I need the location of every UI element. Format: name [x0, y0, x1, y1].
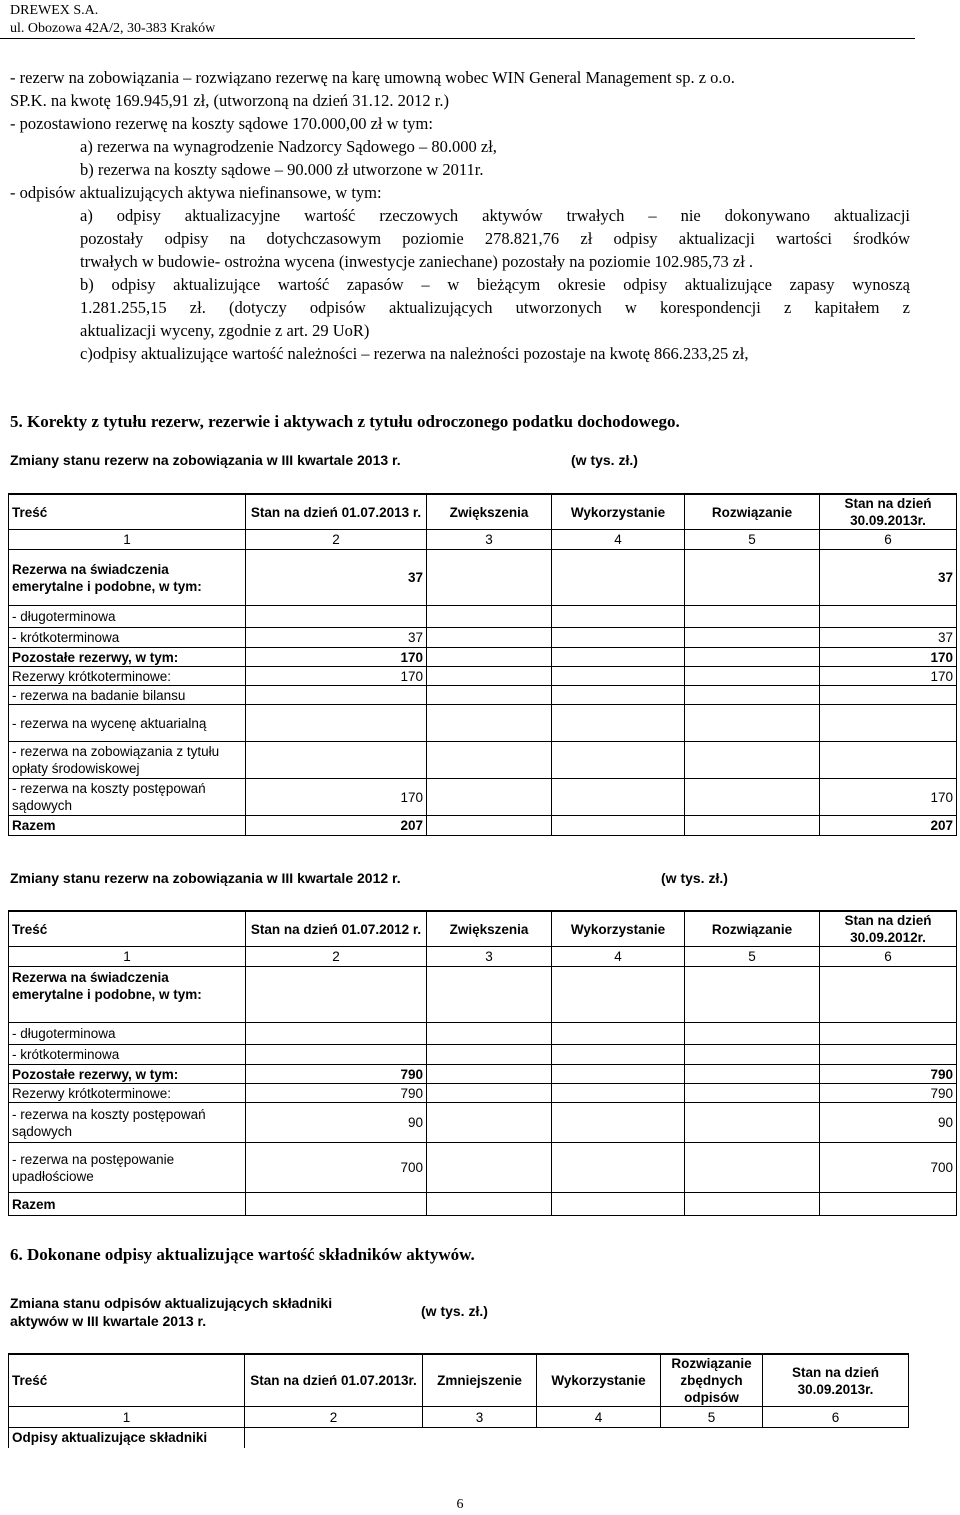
- row-label: Razem: [9, 816, 246, 836]
- col-number: 3: [427, 530, 552, 550]
- col-number: 3: [423, 1407, 537, 1428]
- cell-released: [685, 648, 820, 667]
- cell-closing: 170: [820, 648, 957, 667]
- cell-opening: 37: [246, 628, 427, 648]
- section-5-title: 5. Korekty z tytułu rezerw, rezerwie i aktywach z tytułu odroczonego podatku dochodowego.: [10, 412, 680, 431]
- col-number: 4: [537, 1407, 661, 1428]
- cell-released: [685, 779, 820, 816]
- table-row: [9, 1084, 957, 1103]
- paragraph-write-downs-c: c)odpisy aktualizujące wartość należności – rezerwa na należności pozostaje na kwotę 866.233,25 zł,: [80, 344, 749, 363]
- cell-opening: 207: [246, 816, 427, 836]
- table-row-total: [9, 816, 957, 836]
- cell-increases: [427, 967, 552, 1023]
- cell-increases: [427, 550, 552, 606]
- cell-increases: [427, 686, 552, 705]
- row-label: - rezerwa na koszty postępowań sądowych: [9, 779, 246, 816]
- paragraph-reserve-release-line2: SP.K. na kwotę 169.945,91 zł, (utworzoną na dzień 31.12. 2012 r.): [10, 91, 450, 110]
- table-row: [9, 686, 957, 705]
- col-number: 1: [9, 947, 246, 967]
- cell-increases: [427, 1045, 552, 1065]
- cell-closing: 790: [820, 1065, 957, 1084]
- cell-increases: [427, 1103, 552, 1143]
- col-number: 6: [763, 1407, 909, 1428]
- cell-released: [685, 705, 820, 742]
- row-label: - rezerwa na postępowanie upadłościowe: [9, 1143, 246, 1193]
- col-number: 2: [246, 947, 427, 967]
- cell-closing: [820, 1045, 957, 1065]
- row-label: Razem: [9, 1193, 246, 1216]
- header-opening-balance: Stan na dzień 01.07.2012 r.: [246, 911, 427, 947]
- cell-opening: 170: [246, 648, 427, 667]
- row-label: - rezerwa na badanie bilansu: [9, 686, 246, 705]
- row-label: Pozostałe rezerwy, w tym:: [9, 1065, 246, 1084]
- cell-released: [685, 1103, 820, 1143]
- cell-used: [552, 1103, 685, 1143]
- cell-increases: [427, 606, 552, 628]
- cell-used: [552, 606, 685, 628]
- paragraph-court-costs-b: b) rezerwa na koszty sądowe – 90.000 zł utworzone w 2011r.: [80, 160, 484, 179]
- header-released: Rozwiązanie zbędnych odpisów: [661, 1354, 763, 1407]
- cell-used: [552, 1084, 685, 1103]
- paragraph-write-downs-a-line3: trwałych w budowie- ostrożna wycena (inwestycje zaniechane) pozostały na poziomie 102.985,73 zł .: [80, 252, 754, 271]
- cell-released: [685, 1193, 820, 1216]
- row-label: - rezerwa na wycenę aktuarialną: [9, 705, 246, 742]
- table-writedowns-caption: Zmiana stanu odpisów aktualizujących składniki aktywów w III kwartale 2013 r.: [10, 1295, 333, 1329]
- row-label: Odpisy aktualizujące składniki: [9, 1428, 245, 1448]
- cell-increases: [427, 1065, 552, 1084]
- cell-increases: [427, 779, 552, 816]
- row-label: - długoterminowa: [9, 1023, 246, 1045]
- cell-closing: [820, 742, 957, 779]
- cell-released: [685, 667, 820, 686]
- table-row: [9, 628, 957, 648]
- cell-used: [552, 705, 685, 742]
- cell-released: [685, 686, 820, 705]
- cell-increases: [427, 1084, 552, 1103]
- cell-released: [685, 1045, 820, 1065]
- table-row: [9, 1023, 957, 1045]
- cell-used: [552, 1193, 685, 1216]
- cell-increases: [427, 628, 552, 648]
- table-writedowns-unit: (w tys. zł.): [421, 1303, 488, 1319]
- empty-cell: [537, 1428, 661, 1448]
- cell-increases: [427, 1023, 552, 1045]
- company-name: DREWEX S.A.: [10, 3, 99, 18]
- cell-used: [552, 742, 685, 779]
- header-closing-balance: Stan na dzień 30.09.2013r.: [763, 1354, 909, 1407]
- header-used: Wykorzystanie: [537, 1354, 661, 1407]
- header-content: Treść: [9, 911, 246, 947]
- cell-closing: 170: [820, 667, 957, 686]
- cell-increases: [427, 1193, 552, 1216]
- table-row: [9, 705, 957, 742]
- table-row: [9, 1428, 909, 1448]
- cell-released: [685, 628, 820, 648]
- header-opening-balance: Stan na dzień 01.07.2013r.: [245, 1354, 423, 1407]
- cell-increases: [427, 648, 552, 667]
- cell-released: [685, 742, 820, 779]
- col-number: 5: [661, 1407, 763, 1428]
- header-content: Treść: [9, 1354, 245, 1407]
- cell-opening: [246, 1045, 427, 1065]
- table-row: [9, 1045, 957, 1065]
- cell-closing: [820, 1193, 957, 1216]
- header-used: Wykorzystanie: [552, 911, 685, 947]
- cell-released: [685, 550, 820, 606]
- cell-used: [552, 1143, 685, 1193]
- paragraph-write-downs-b-line3: aktualizacji wyceny, zgodnie z art. 29 UoR): [80, 321, 370, 340]
- empty-cell: [423, 1428, 537, 1448]
- col-number: 4: [552, 530, 685, 550]
- col-number: 5: [685, 947, 820, 967]
- row-label: - długoterminowa: [9, 606, 246, 628]
- header-content: Treść: [9, 494, 246, 530]
- table-2013-unit: (w tys. zł.): [571, 452, 638, 468]
- cell-closing: 700: [820, 1143, 957, 1193]
- header-decrease: Zmniejszenie: [423, 1354, 537, 1407]
- empty-cell: [763, 1428, 909, 1448]
- row-label: Rezerwa na świadczenia emerytalne i podobne, w tym:: [9, 550, 246, 606]
- cell-used: [552, 648, 685, 667]
- cell-opening: [246, 686, 427, 705]
- cell-closing: [820, 1023, 957, 1045]
- cell-closing: 207: [820, 816, 957, 836]
- table-row: [9, 967, 957, 1023]
- paragraph-court-costs: - pozostawiono rezerwę na koszty sądowe 170.000,00 zł w tym:: [10, 114, 433, 133]
- table-row: [9, 1065, 957, 1084]
- cell-opening: [246, 967, 427, 1023]
- col-number: 2: [246, 530, 427, 550]
- reserves-table-2012: [8, 910, 957, 1216]
- cell-closing: [820, 686, 957, 705]
- paragraph-reserve-release-line1: - rezerw na zobowiązania – rozwiązano rezerwę na karę umowną wobec WIN General Management sp. z o.o.: [10, 68, 735, 87]
- row-label: Rezerwy krótkoterminowe:: [9, 667, 246, 686]
- row-label: - rezerwa na koszty postępowań sądowych: [9, 1103, 246, 1143]
- table-row: [9, 550, 957, 606]
- cell-used: [552, 686, 685, 705]
- paragraph-write-downs-a-line1: a) odpisy aktualizacyjne wartość rzeczowych aktywów trwałych – nie dokonywano aktualizacji: [80, 206, 910, 225]
- cell-opening: [246, 606, 427, 628]
- cell-closing: [820, 705, 957, 742]
- column-number-row: [9, 530, 957, 550]
- cell-released: [685, 1084, 820, 1103]
- cell-closing: 790: [820, 1084, 957, 1103]
- table-row: [9, 742, 957, 779]
- writedowns-table-2013: [8, 1353, 909, 1448]
- paragraph-court-costs-a: a) rezerwa na wynagrodzenie Nadzorcy Sądowego – 80.000 zł,: [80, 137, 497, 156]
- header-used: Wykorzystanie: [552, 494, 685, 530]
- header-increases: Zwiększenia: [427, 494, 552, 530]
- cell-opening: 37: [246, 550, 427, 606]
- cell-increases: [427, 816, 552, 836]
- table-header-row: [9, 494, 957, 530]
- column-number-row: [9, 1407, 909, 1428]
- cell-used: [552, 779, 685, 816]
- col-number: 2: [245, 1407, 423, 1428]
- page-number: 6: [456, 1497, 464, 1512]
- row-label: - rezerwa na zobowiązania z tytułu opłaty środowiskowej: [9, 742, 246, 779]
- cell-closing: [820, 967, 957, 1023]
- cell-increases: [427, 705, 552, 742]
- table-2013-caption: Zmiany stanu rezerw na zobowiązania w III kwartale 2013 r.: [10, 452, 401, 468]
- header-released: Rozwiązanie: [685, 911, 820, 947]
- cell-increases: [427, 667, 552, 686]
- cell-opening: 90: [246, 1103, 427, 1143]
- row-label: - krótkoterminowa: [9, 1045, 246, 1065]
- col-number: 1: [9, 530, 246, 550]
- cell-opening: 170: [246, 667, 427, 686]
- cell-closing: 90: [820, 1103, 957, 1143]
- cell-used: [552, 816, 685, 836]
- cell-used: [552, 550, 685, 606]
- header-closing-balance: Stan na dzień 30.09.2012r.: [820, 911, 957, 947]
- table-row: [9, 648, 957, 667]
- company-header: [10, 2, 215, 38]
- cell-used: [552, 628, 685, 648]
- cell-released: [685, 606, 820, 628]
- col-number: 5: [685, 530, 820, 550]
- cell-increases: [427, 1143, 552, 1193]
- cell-released: [685, 1023, 820, 1045]
- header-increases: Zwiększenia: [427, 911, 552, 947]
- cell-opening: [246, 1193, 427, 1216]
- col-number: 1: [9, 1407, 245, 1428]
- paragraph-write-downs-b-line1: b) odpisy aktualizujące wartość zapasów – w bieżącym okresie odpisy aktualizujące zapasy wynoszą: [80, 275, 910, 294]
- cell-released: [685, 967, 820, 1023]
- paragraph-write-downs: - odpisów aktualizujących aktywa niefinansowe, w tym:: [10, 183, 382, 202]
- empty-cell: [661, 1428, 763, 1448]
- table-2012-caption: Zmiany stanu rezerw na zobowiązania w III kwartale 2012 r.: [10, 870, 401, 886]
- cell-opening: [246, 742, 427, 779]
- cell-opening: [246, 705, 427, 742]
- col-number: 3: [427, 947, 552, 967]
- col-number: 6: [820, 947, 957, 967]
- cell-increases: [427, 742, 552, 779]
- header-opening-balance: Stan na dzień 01.07.2013 r.: [246, 494, 427, 530]
- table-row-total: [9, 1193, 957, 1216]
- table-2012-unit: (w tys. zł.): [661, 870, 728, 886]
- table-header-row: [9, 1354, 909, 1407]
- row-label: Rezerwy krótkoterminowe:: [9, 1084, 246, 1103]
- cell-used: [552, 1045, 685, 1065]
- company-address: ul. Obozowa 42A/2, 30-383 Kraków: [10, 21, 216, 36]
- cell-used: [552, 1023, 685, 1045]
- header-released: Rozwiązanie: [685, 494, 820, 530]
- table-row: [9, 1103, 957, 1143]
- cell-used: [552, 667, 685, 686]
- reserves-table-2013: [8, 493, 957, 836]
- row-label: - krótkoterminowa: [9, 628, 246, 648]
- table-row: [9, 606, 957, 628]
- cell-opening: 790: [246, 1084, 427, 1103]
- col-number: 6: [820, 530, 957, 550]
- cell-released: [685, 1065, 820, 1084]
- cell-opening: 790: [246, 1065, 427, 1084]
- cell-opening: 170: [246, 779, 427, 816]
- row-label: Rezerwa na świadczenia emerytalne i podobne, w tym:: [9, 967, 246, 1023]
- paragraph-write-downs-b-line2: 1.281.255,15 zł. (dotyczy odpisów aktualizujących utworzonych w korespondencji z kapitałem z: [80, 298, 910, 317]
- header-closing-balance: Stan na dzień 30.09.2013r.: [820, 494, 957, 530]
- column-number-row: [9, 947, 957, 967]
- cell-opening: 700: [246, 1143, 427, 1193]
- row-label: Pozostałe rezerwy, w tym:: [9, 648, 246, 667]
- header-divider: [0, 38, 915, 39]
- paragraph-write-downs-a-line2: pozostały odpisy na dotychczasowym poziomie 278.821,76 zł odpisy aktualizacji wartości środków: [80, 229, 910, 248]
- table-row: [9, 667, 957, 686]
- cell-released: [685, 1143, 820, 1193]
- table-header-row: [9, 911, 957, 947]
- table-row: [9, 779, 957, 816]
- empty-cell: [245, 1428, 423, 1448]
- cell-closing: [820, 606, 957, 628]
- cell-used: [552, 1065, 685, 1084]
- col-number: 4: [552, 947, 685, 967]
- cell-closing: 170: [820, 779, 957, 816]
- table-row: [9, 1143, 957, 1193]
- cell-closing: 37: [820, 628, 957, 648]
- section-6-title: 6. Dokonane odpisy aktualizujące wartość składników aktywów.: [10, 1245, 475, 1264]
- cell-closing: 37: [820, 550, 957, 606]
- cell-used: [552, 967, 685, 1023]
- cell-released: [685, 816, 820, 836]
- cell-opening: [246, 1023, 427, 1045]
